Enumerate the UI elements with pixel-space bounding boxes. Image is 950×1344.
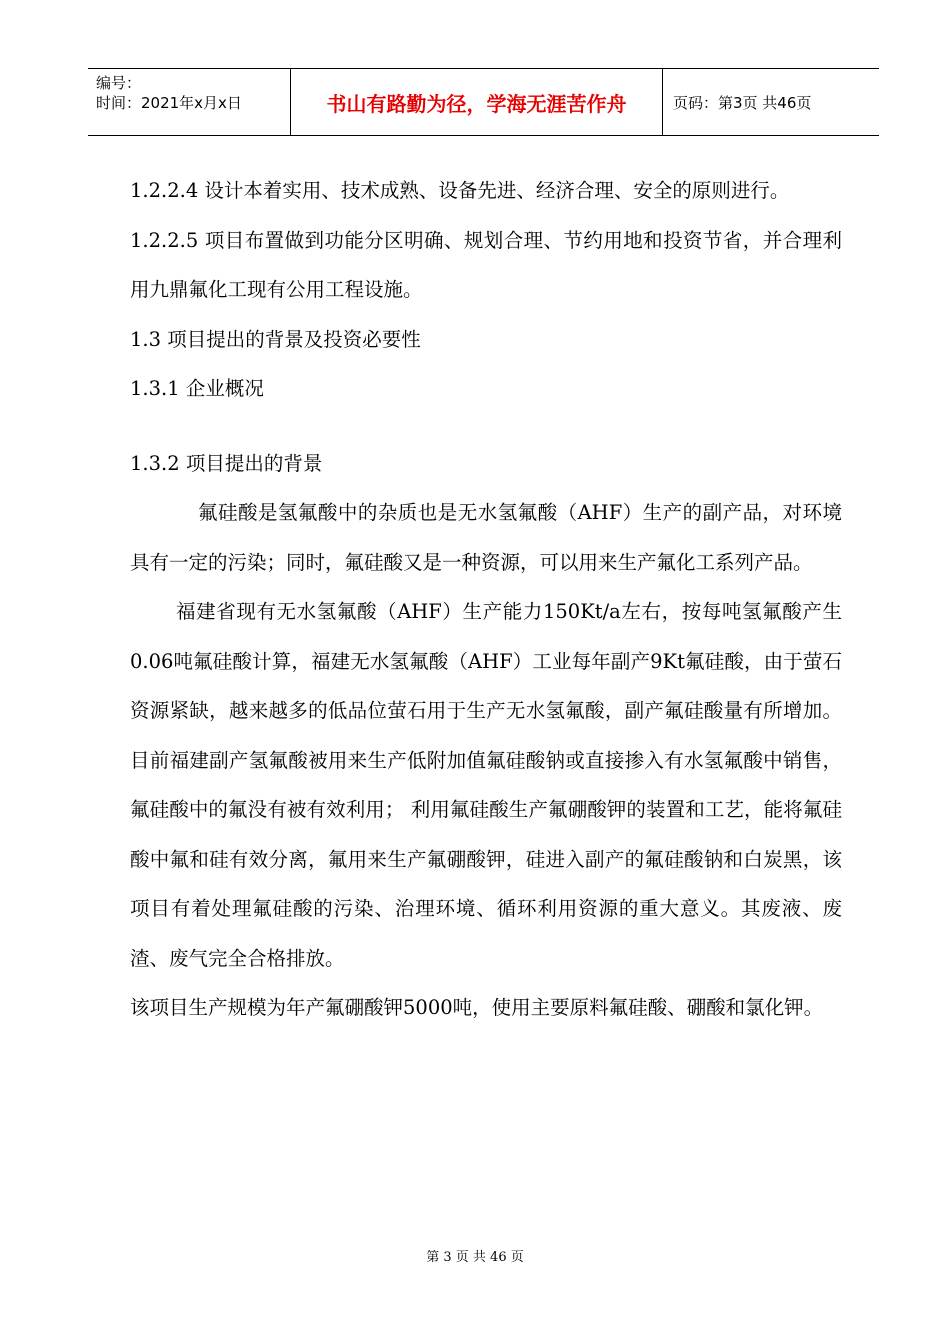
time-label: 时间：2021年x月x日 [96,94,242,112]
heading-1-3-2: 1.3.2 项目提出的背景 [130,451,323,475]
page-footer: 第 3 页 共 46 页 [426,1250,524,1265]
heading-1-3: 1.3 项目提出的背景及投资必要性 [130,327,421,351]
paragraph-1225: 1.2.2.5 项目布置做到功能分区明确、规划合理、节约用地和投资节省，并合理利用九鼎氟化工现有公用工程设施。 [130,228,842,301]
header-page-info: 页码：第3页 共46页 [673,93,812,112]
paragraph-scale: 该项目生产规模为年产氟硼酸钾5000吨，使用主要原料氟硅酸、硼酸和氯化钾。 [130,996,824,1019]
header-motto: 书山有路勤为径，学海无涯苦作舟 [290,69,663,135]
paragraph-background-1: 氟硅酸是氢氟酸中的杂质也是无水氢氟酸（AHF）生产的副产品，对环境具有一定的污染；同时，氟硅酸又是一种资源，可以用来生产氟化工系列产品。 [130,501,842,574]
header-meta [88,69,290,135]
paragraph-1224: 1.2.2.4 设计本着实用、技术成熟、设备先进、经济合理、安全的原则进行。 [130,179,790,202]
paragraph-background-2: 福建省现有无水氢氟酸（AHF）生产能力150Kt/a左右，按每吨氢氟酸产生0.06吨氟硅酸计算，福建无水氢氟酸（AHF）工业每年副产9Kt氟硅酸，由于萤石资源紧缺，越来越多的低品位萤石用于生产无水氢氟酸，副产氟硅酸量有所增加。目前福建副产氢氟酸被用来生产低附加值氟硅酸钠或直接掺入有水氢氟酸中销售，氟硅酸中的氟没有被有效利用； 利用氟硅酸生产氟硼酸钾的装置和工艺，能将氟硅酸中氟和硅有效分离，氟用来生产氟硼酸钾，硅进入副产的氟硅酸钠和白炭黑，该项目有着处理氟硅酸的污染、治理环境、循环利用资源的重大意义。其废液、废渣、废气完全合格排放。 [130,600,842,970]
document-body [130,166,842,1033]
heading-1-3-1: 1.3.1 企业概况 [130,377,264,400]
number-label: 编号： [96,74,142,92]
page-header [88,68,879,136]
